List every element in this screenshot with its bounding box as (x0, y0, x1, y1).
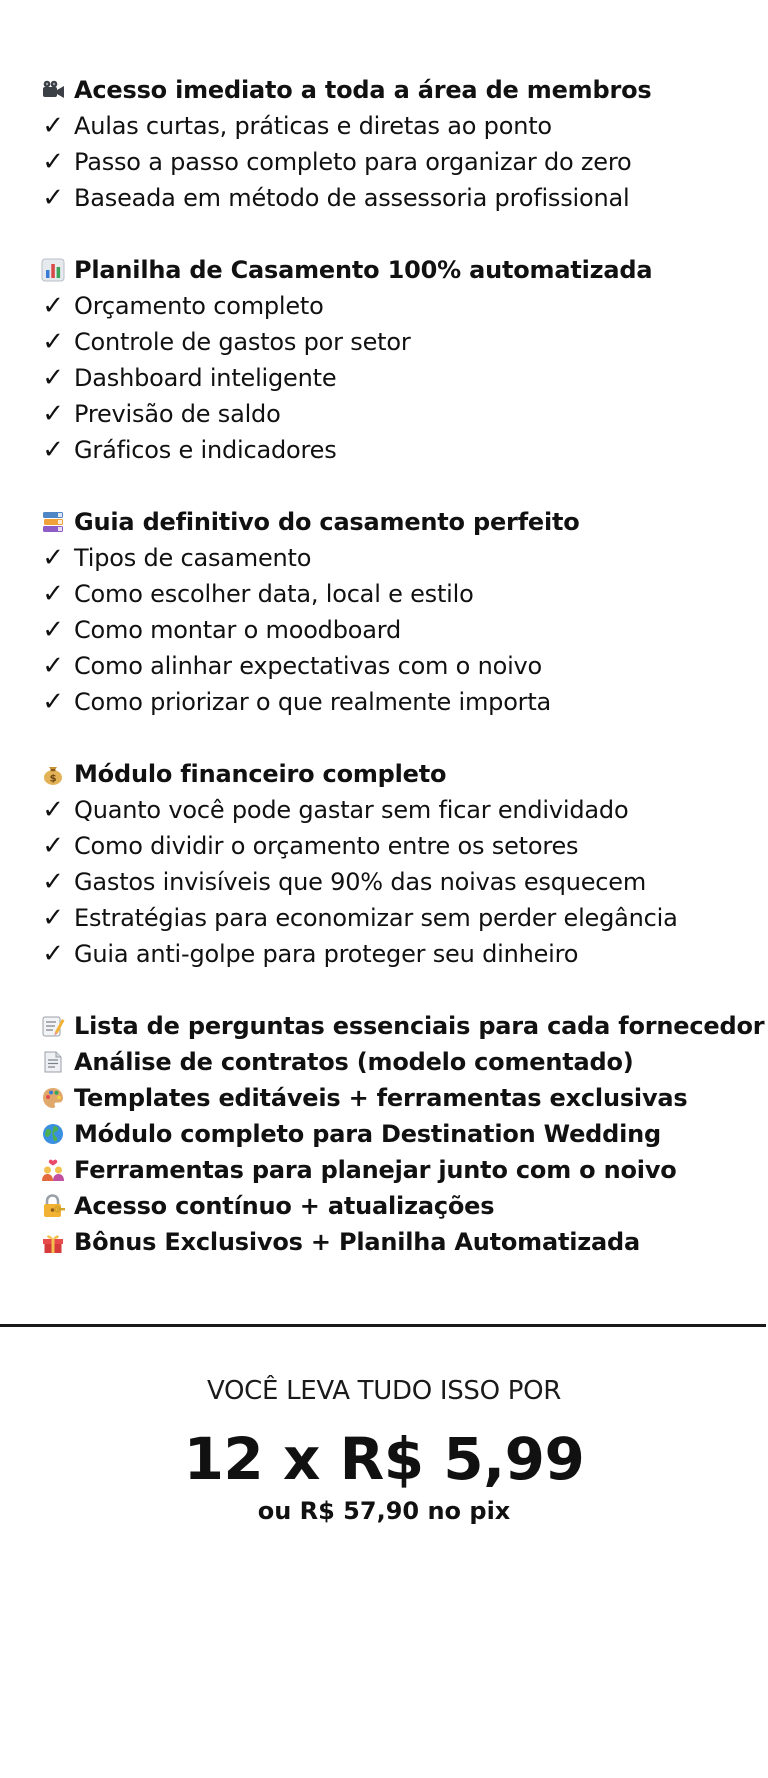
list-item (40, 576, 740, 612)
check-icon: ✓ (42, 399, 64, 429)
extra-item-text: Acesso contínuo + atualizações (74, 1192, 495, 1220)
palette-icon (40, 1085, 66, 1111)
check-icon: ✓ (42, 363, 64, 393)
list-item (40, 108, 740, 144)
extra-item (40, 1152, 740, 1188)
extra-item (40, 1008, 765, 1044)
extra-item-text: Lista de perguntas essenciais para cada fornecedor (74, 1012, 765, 1040)
check-icon: ✓ (42, 147, 64, 177)
list-item-text: Gráficos e indicadores (74, 436, 337, 464)
section-heading (40, 504, 740, 540)
list-item (40, 288, 740, 324)
list-item-text: Dashboard inteligente (74, 364, 337, 392)
books-icon (40, 509, 66, 535)
list-item (40, 432, 740, 468)
list-item (40, 900, 740, 936)
extra-item-text: Análise de contratos (modelo comentado) (74, 1048, 634, 1076)
check-icon: ✓ (42, 291, 64, 321)
check-icon: ✓ (42, 327, 64, 357)
pricing-intro: VOCÊ LEVA TUDO ISSO POR (206, 1376, 562, 1406)
list-item-text: Como escolher data, local e estilo (74, 580, 474, 608)
globe-icon (40, 1121, 66, 1147)
check-icon: ✓ (42, 831, 64, 861)
list-item-text: Aulas curtas, práticas e diretas ao ponto (74, 112, 552, 140)
check-icon: ✓ (42, 579, 64, 609)
extra-item-text: Templates editáveis + ferramentas exclusivas (74, 1084, 688, 1112)
list-item-text: Como alinhar expectativas com o noivo (74, 652, 543, 680)
list-item (40, 828, 740, 864)
check-icon: ✓ (42, 615, 64, 645)
pricing-pix: ou R$ 57,90 no pix (257, 1497, 511, 1525)
extra-item (40, 1188, 740, 1224)
list-item-text: Baseada em método de assessoria profissional (74, 184, 630, 212)
check-icon: ✓ (42, 795, 64, 825)
list-item-text: Como priorizar o que realmente importa (74, 688, 552, 716)
section-heading (40, 72, 740, 108)
check-icon: ✓ (42, 435, 64, 465)
list-item-text: Controle de gastos por setor (74, 328, 411, 356)
list-item (40, 324, 740, 360)
list-item-text: Tipos de casamento (74, 544, 312, 572)
check-icon: ✓ (42, 939, 64, 969)
benefits-list (40, 72, 765, 1260)
section-heading (40, 756, 740, 792)
list-item (40, 936, 740, 972)
svg-text:$: $ (49, 773, 57, 785)
check-icon: ✓ (42, 651, 64, 681)
check-icon: ✓ (42, 543, 64, 573)
list-item-text: Passo a passo completo para organizar do zero (74, 148, 632, 176)
extra-item-text: Ferramentas para planejar junto com o noivo (74, 1156, 677, 1184)
list-item (40, 612, 740, 648)
pricing-installments: 12 x R$ 5,99 (183, 1425, 585, 1493)
check-icon: ✓ (42, 687, 64, 717)
list-item (40, 396, 740, 432)
section-heading-text: Acesso imediato a toda a área de membros (74, 76, 652, 104)
gift-icon (40, 1229, 66, 1255)
check-icon: ✓ (42, 867, 64, 897)
extra-item-text: Módulo completo para Destination Wedding (74, 1120, 662, 1148)
list-item-text: Quanto você pode gastar sem ficar endividado (74, 796, 629, 824)
list-item-text: Como dividir o orçamento entre os setores (74, 832, 579, 860)
section-heading-text: Guia definitivo do casamento perfeito (74, 508, 580, 536)
couple-heart-icon (40, 1157, 66, 1183)
list-item (40, 864, 740, 900)
list-item-text: Gastos invisíveis que 90% das noivas esquecem (74, 868, 647, 896)
list-item-text: Como montar o moodboard (74, 616, 402, 644)
extra-item-text: Bônus Exclusivos + Planilha Automatizada (74, 1228, 641, 1256)
list-item (40, 792, 740, 828)
list-item-text: Estratégias para economizar sem perder elegância (74, 904, 678, 932)
list-item-text: Orçamento completo (74, 292, 324, 320)
money-bag-icon (40, 761, 66, 787)
check-icon: ✓ (42, 111, 64, 141)
list-item-text: Previsão de saldo (74, 400, 281, 428)
check-icon: ✓ (42, 183, 64, 213)
movie-camera-icon (40, 77, 66, 103)
extra-item (40, 1116, 740, 1152)
document-icon (40, 1049, 66, 1075)
check-icon: ✓ (42, 903, 64, 933)
list-item (40, 180, 740, 216)
section-heading-text: Módulo financeiro completo (74, 760, 447, 788)
list-item (40, 648, 740, 684)
lock-key-icon (40, 1193, 66, 1219)
list-item (40, 144, 740, 180)
bar-chart-icon (40, 257, 66, 283)
list-item (40, 360, 740, 396)
section-heading (40, 252, 740, 288)
section-divider (0, 1324, 766, 1327)
extra-item (40, 1080, 740, 1116)
list-item-text: Guia anti-golpe para proteger seu dinheiro (74, 940, 579, 968)
extra-item (40, 1224, 740, 1260)
extra-item (40, 1044, 740, 1080)
section-heading-text: Planilha de Casamento 100% automatizada (74, 256, 653, 284)
memo-icon (40, 1013, 66, 1039)
list-item (40, 540, 740, 576)
list-item (40, 684, 740, 720)
